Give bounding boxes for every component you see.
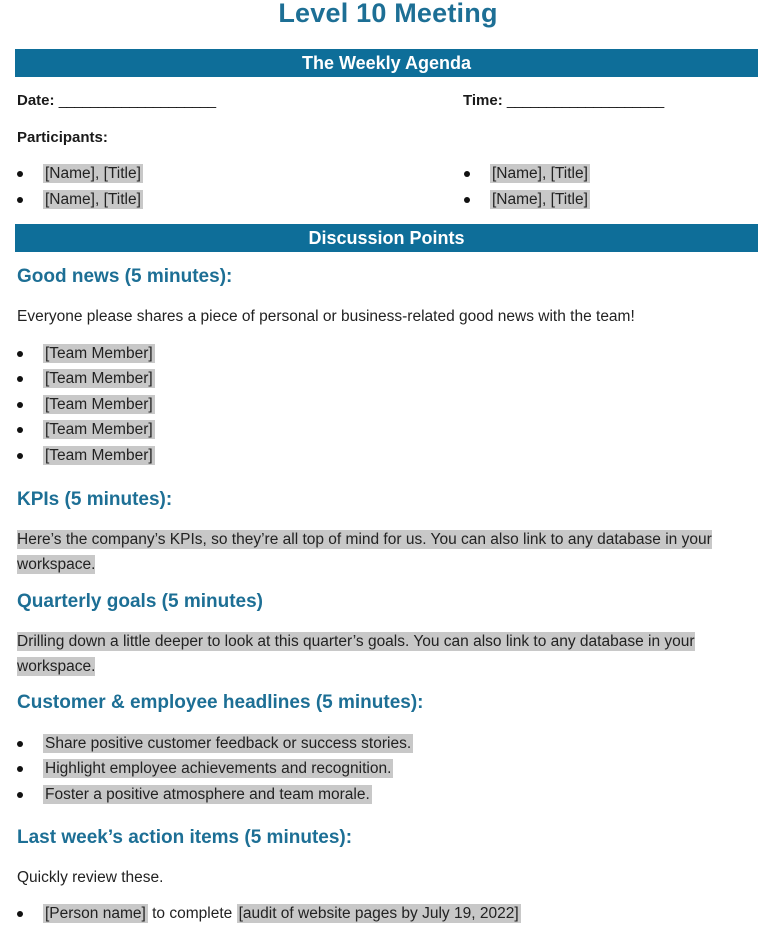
date-blank-line: ____________________ bbox=[58, 92, 216, 109]
kpis-text-content: Here’s the company’s KPIs, so they’re all top of mind for us. You can also link to any database in your workspace. bbox=[17, 531, 712, 573]
time-label: Time: bbox=[463, 92, 503, 109]
headline-item bbox=[43, 733, 413, 755]
time-blank-line: ____________________ bbox=[506, 92, 664, 109]
date-field[interactable] bbox=[17, 92, 216, 109]
team-member-item bbox=[43, 343, 155, 365]
team-member-placeholder[interactable]: [Team Member] bbox=[45, 421, 153, 438]
team-member-item bbox=[43, 394, 155, 416]
action-item-person[interactable]: [Person name] bbox=[45, 905, 146, 922]
headline-item bbox=[43, 784, 372, 806]
headlines-heading: Customer & employee headlines (5 minutes): bbox=[17, 692, 424, 713]
bullet-dot-icon bbox=[464, 197, 470, 203]
participant-placeholder[interactable]: [Name], [Title] bbox=[492, 191, 588, 208]
headline-text[interactable]: Share positive customer feedback or success stories. bbox=[45, 735, 412, 752]
team-member-item bbox=[43, 419, 155, 441]
date-label: Date: bbox=[17, 92, 55, 109]
action-item bbox=[43, 903, 521, 925]
team-member-placeholder[interactable]: [Team Member] bbox=[45, 370, 153, 387]
participant-item bbox=[43, 189, 143, 211]
time-field[interactable] bbox=[463, 92, 664, 109]
agenda-header-band bbox=[15, 49, 758, 77]
team-member-placeholder[interactable]: [Team Member] bbox=[45, 345, 153, 362]
bullet-dot-icon bbox=[17, 197, 23, 203]
participant-placeholder[interactable]: [Name], [Title] bbox=[45, 165, 141, 182]
headline-item bbox=[43, 758, 393, 780]
action-items-text: Quickly review these. bbox=[17, 869, 164, 886]
headline-text[interactable]: Highlight employee achievements and recognition. bbox=[45, 760, 392, 777]
bullet-dot-icon bbox=[17, 376, 23, 382]
bullet-dot-icon bbox=[17, 427, 23, 433]
discussion-header-band bbox=[15, 224, 758, 252]
team-member-placeholder[interactable]: [Team Member] bbox=[45, 396, 153, 413]
action-items-heading: Last week’s action items (5 minutes): bbox=[17, 827, 353, 848]
participant-placeholder[interactable]: [Name], [Title] bbox=[45, 191, 141, 208]
bullet-dot-icon bbox=[17, 351, 23, 357]
action-item-connector: to complete bbox=[152, 905, 233, 922]
participant-item bbox=[43, 163, 143, 185]
kpis-heading: KPIs (5 minutes): bbox=[17, 489, 173, 510]
kpis-text[interactable] bbox=[17, 527, 741, 577]
headline-text[interactable]: Foster a positive atmosphere and team morale. bbox=[45, 786, 370, 803]
bullet-dot-icon bbox=[17, 171, 23, 177]
bullet-dot-icon bbox=[17, 766, 23, 772]
action-item-task[interactable]: [audit of website pages by July 19, 2022] bbox=[238, 905, 519, 922]
good-news-text: Everyone please shares a piece of personal or business-related good news with the team! bbox=[17, 308, 635, 325]
agenda-header-label: The Weekly Agenda bbox=[301, 53, 472, 73]
quarterly-goals-heading: Quarterly goals (5 minutes) bbox=[17, 591, 264, 612]
participants-label: Participants: bbox=[17, 129, 108, 146]
bullet-dot-icon bbox=[17, 911, 23, 917]
team-member-placeholder[interactable]: [Team Member] bbox=[45, 447, 153, 464]
bullet-dot-icon bbox=[17, 741, 23, 747]
bullet-dot-icon bbox=[17, 792, 23, 798]
bullet-dot-icon bbox=[17, 402, 23, 408]
bullet-dot-icon bbox=[17, 453, 23, 459]
discussion-header-label: Discussion Points bbox=[308, 228, 465, 248]
participant-placeholder[interactable]: [Name], [Title] bbox=[492, 165, 588, 182]
team-member-item bbox=[43, 368, 155, 390]
participant-item bbox=[490, 163, 590, 185]
quarterly-goals-text-content: Drilling down a little deeper to look at this quarter’s goals. You can also link to any database in your workspace. bbox=[17, 633, 695, 675]
participant-item bbox=[490, 189, 590, 211]
good-news-heading: Good news (5 minutes): bbox=[17, 266, 233, 287]
bullet-dot-icon bbox=[464, 171, 470, 177]
quarterly-goals-text[interactable] bbox=[17, 629, 741, 679]
page-title: Level 10 Meeting bbox=[278, 0, 498, 28]
team-member-item bbox=[43, 445, 155, 467]
